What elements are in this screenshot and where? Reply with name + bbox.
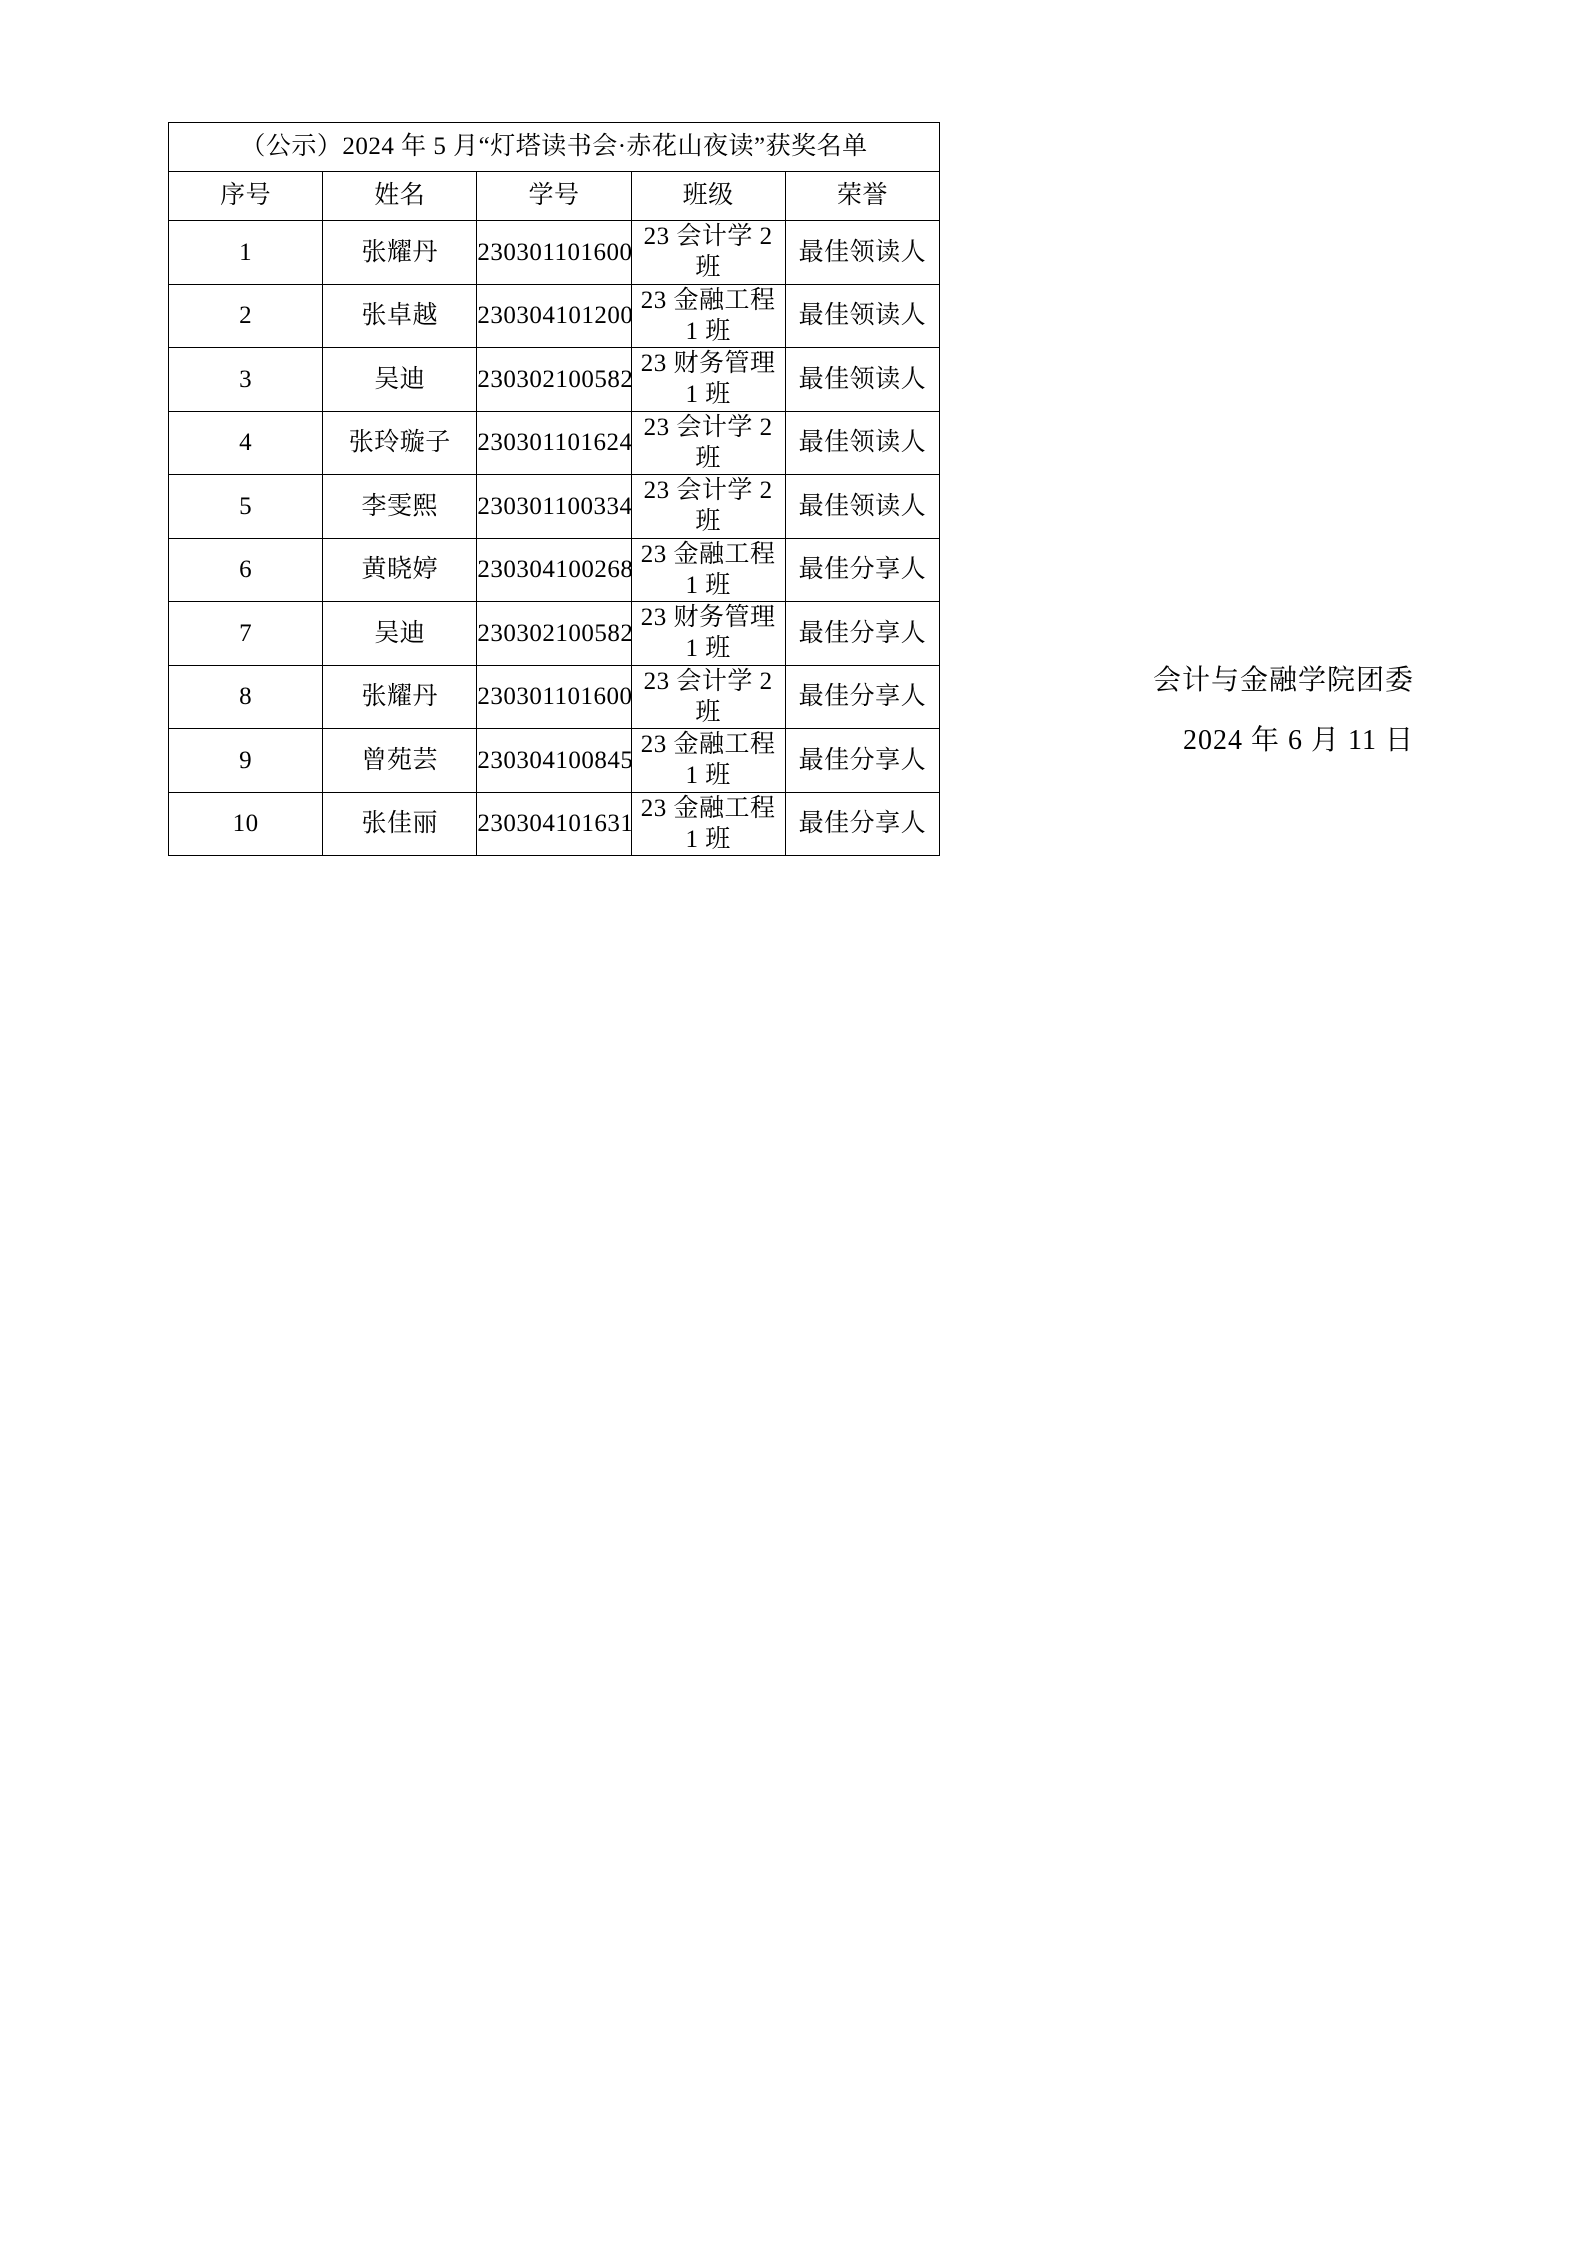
cell-name: 张耀丹 [323, 665, 477, 729]
table-row [169, 221, 940, 285]
cell-honor: 最佳领读人 [785, 221, 939, 285]
table-row [169, 665, 940, 729]
table-row [169, 729, 940, 793]
cell-honor: 最佳领读人 [785, 411, 939, 475]
cell-honor: 最佳领读人 [785, 284, 939, 348]
table-row [169, 538, 940, 602]
table-title-row [169, 123, 940, 172]
document-title: （公示）2024 年 5 月“灯塔读书会·赤花山夜读”获奖名单 [169, 123, 940, 172]
table-row [169, 348, 940, 412]
cell-seq: 7 [169, 602, 323, 666]
cell-name: 张卓越 [323, 284, 477, 348]
cell-seq: 5 [169, 475, 323, 539]
cell-name: 吴迪 [323, 602, 477, 666]
cell-seq: 1 [169, 221, 323, 285]
cell-seq: 2 [169, 284, 323, 348]
table-row [169, 792, 940, 856]
cell-student-id: 230301101624 [477, 411, 631, 475]
cell-name: 李雯熙 [323, 475, 477, 539]
cell-honor: 最佳分享人 [785, 729, 939, 793]
cell-student-id: 230304100268 [477, 538, 631, 602]
cell-honor: 最佳领读人 [785, 475, 939, 539]
cell-honor: 最佳领读人 [785, 348, 939, 412]
cell-student-id: 230302100582 [477, 602, 631, 666]
column-header-student-id: 学号 [477, 172, 631, 221]
cell-student-id: 230304101631 [477, 792, 631, 856]
table-header-row [169, 172, 940, 221]
cell-seq: 3 [169, 348, 323, 412]
cell-name: 张玲璇子 [323, 411, 477, 475]
column-header-name: 姓名 [323, 172, 477, 221]
cell-class: 23 金融工程 1 班 [631, 792, 785, 856]
cell-class: 23 金融工程 1 班 [631, 284, 785, 348]
signature-organization: 会计与金融学院团委 [1152, 665, 1414, 696]
cell-class: 23 会计学 2 班 [631, 665, 785, 729]
signature-block [894, 651, 1414, 771]
column-header-seq: 序号 [169, 172, 323, 221]
cell-honor: 最佳分享人 [785, 538, 939, 602]
cell-class: 23 财务管理 1 班 [631, 602, 785, 666]
column-header-honor: 荣誉 [785, 172, 939, 221]
table-row [169, 602, 940, 666]
cell-name: 张佳丽 [323, 792, 477, 856]
table-row [169, 284, 940, 348]
column-header-class: 班级 [631, 172, 785, 221]
cell-student-id: 230304101200 [477, 284, 631, 348]
cell-student-id: 230302100582 [477, 348, 631, 412]
table-row [169, 411, 940, 475]
cell-student-id: 230304100845 [477, 729, 631, 793]
cell-class: 23 金融工程 1 班 [631, 729, 785, 793]
cell-class: 23 会计学 2 班 [631, 221, 785, 285]
award-list-table [168, 122, 940, 856]
cell-honor: 最佳分享人 [785, 665, 939, 729]
cell-student-id: 230301101600 [477, 665, 631, 729]
cell-seq: 10 [169, 792, 323, 856]
cell-seq: 9 [169, 729, 323, 793]
cell-class: 23 财务管理 1 班 [631, 348, 785, 412]
cell-student-id: 230301101600 [477, 221, 631, 285]
cell-name: 曾苑芸 [323, 729, 477, 793]
cell-name: 吴迪 [323, 348, 477, 412]
cell-honor: 最佳分享人 [785, 602, 939, 666]
cell-seq: 4 [169, 411, 323, 475]
cell-name: 张耀丹 [323, 221, 477, 285]
cell-student-id: 230301100334 [477, 475, 631, 539]
cell-class: 23 会计学 2 班 [631, 411, 785, 475]
cell-honor: 最佳分享人 [785, 792, 939, 856]
cell-seq: 6 [169, 538, 323, 602]
cell-class: 23 金融工程 1 班 [631, 538, 785, 602]
cell-name: 黄晓婷 [323, 538, 477, 602]
cell-seq: 8 [169, 665, 323, 729]
table-row [169, 475, 940, 539]
cell-class: 23 会计学 2 班 [631, 475, 785, 539]
signature-date: 2024 年 6 月 11 日 [1183, 725, 1414, 757]
